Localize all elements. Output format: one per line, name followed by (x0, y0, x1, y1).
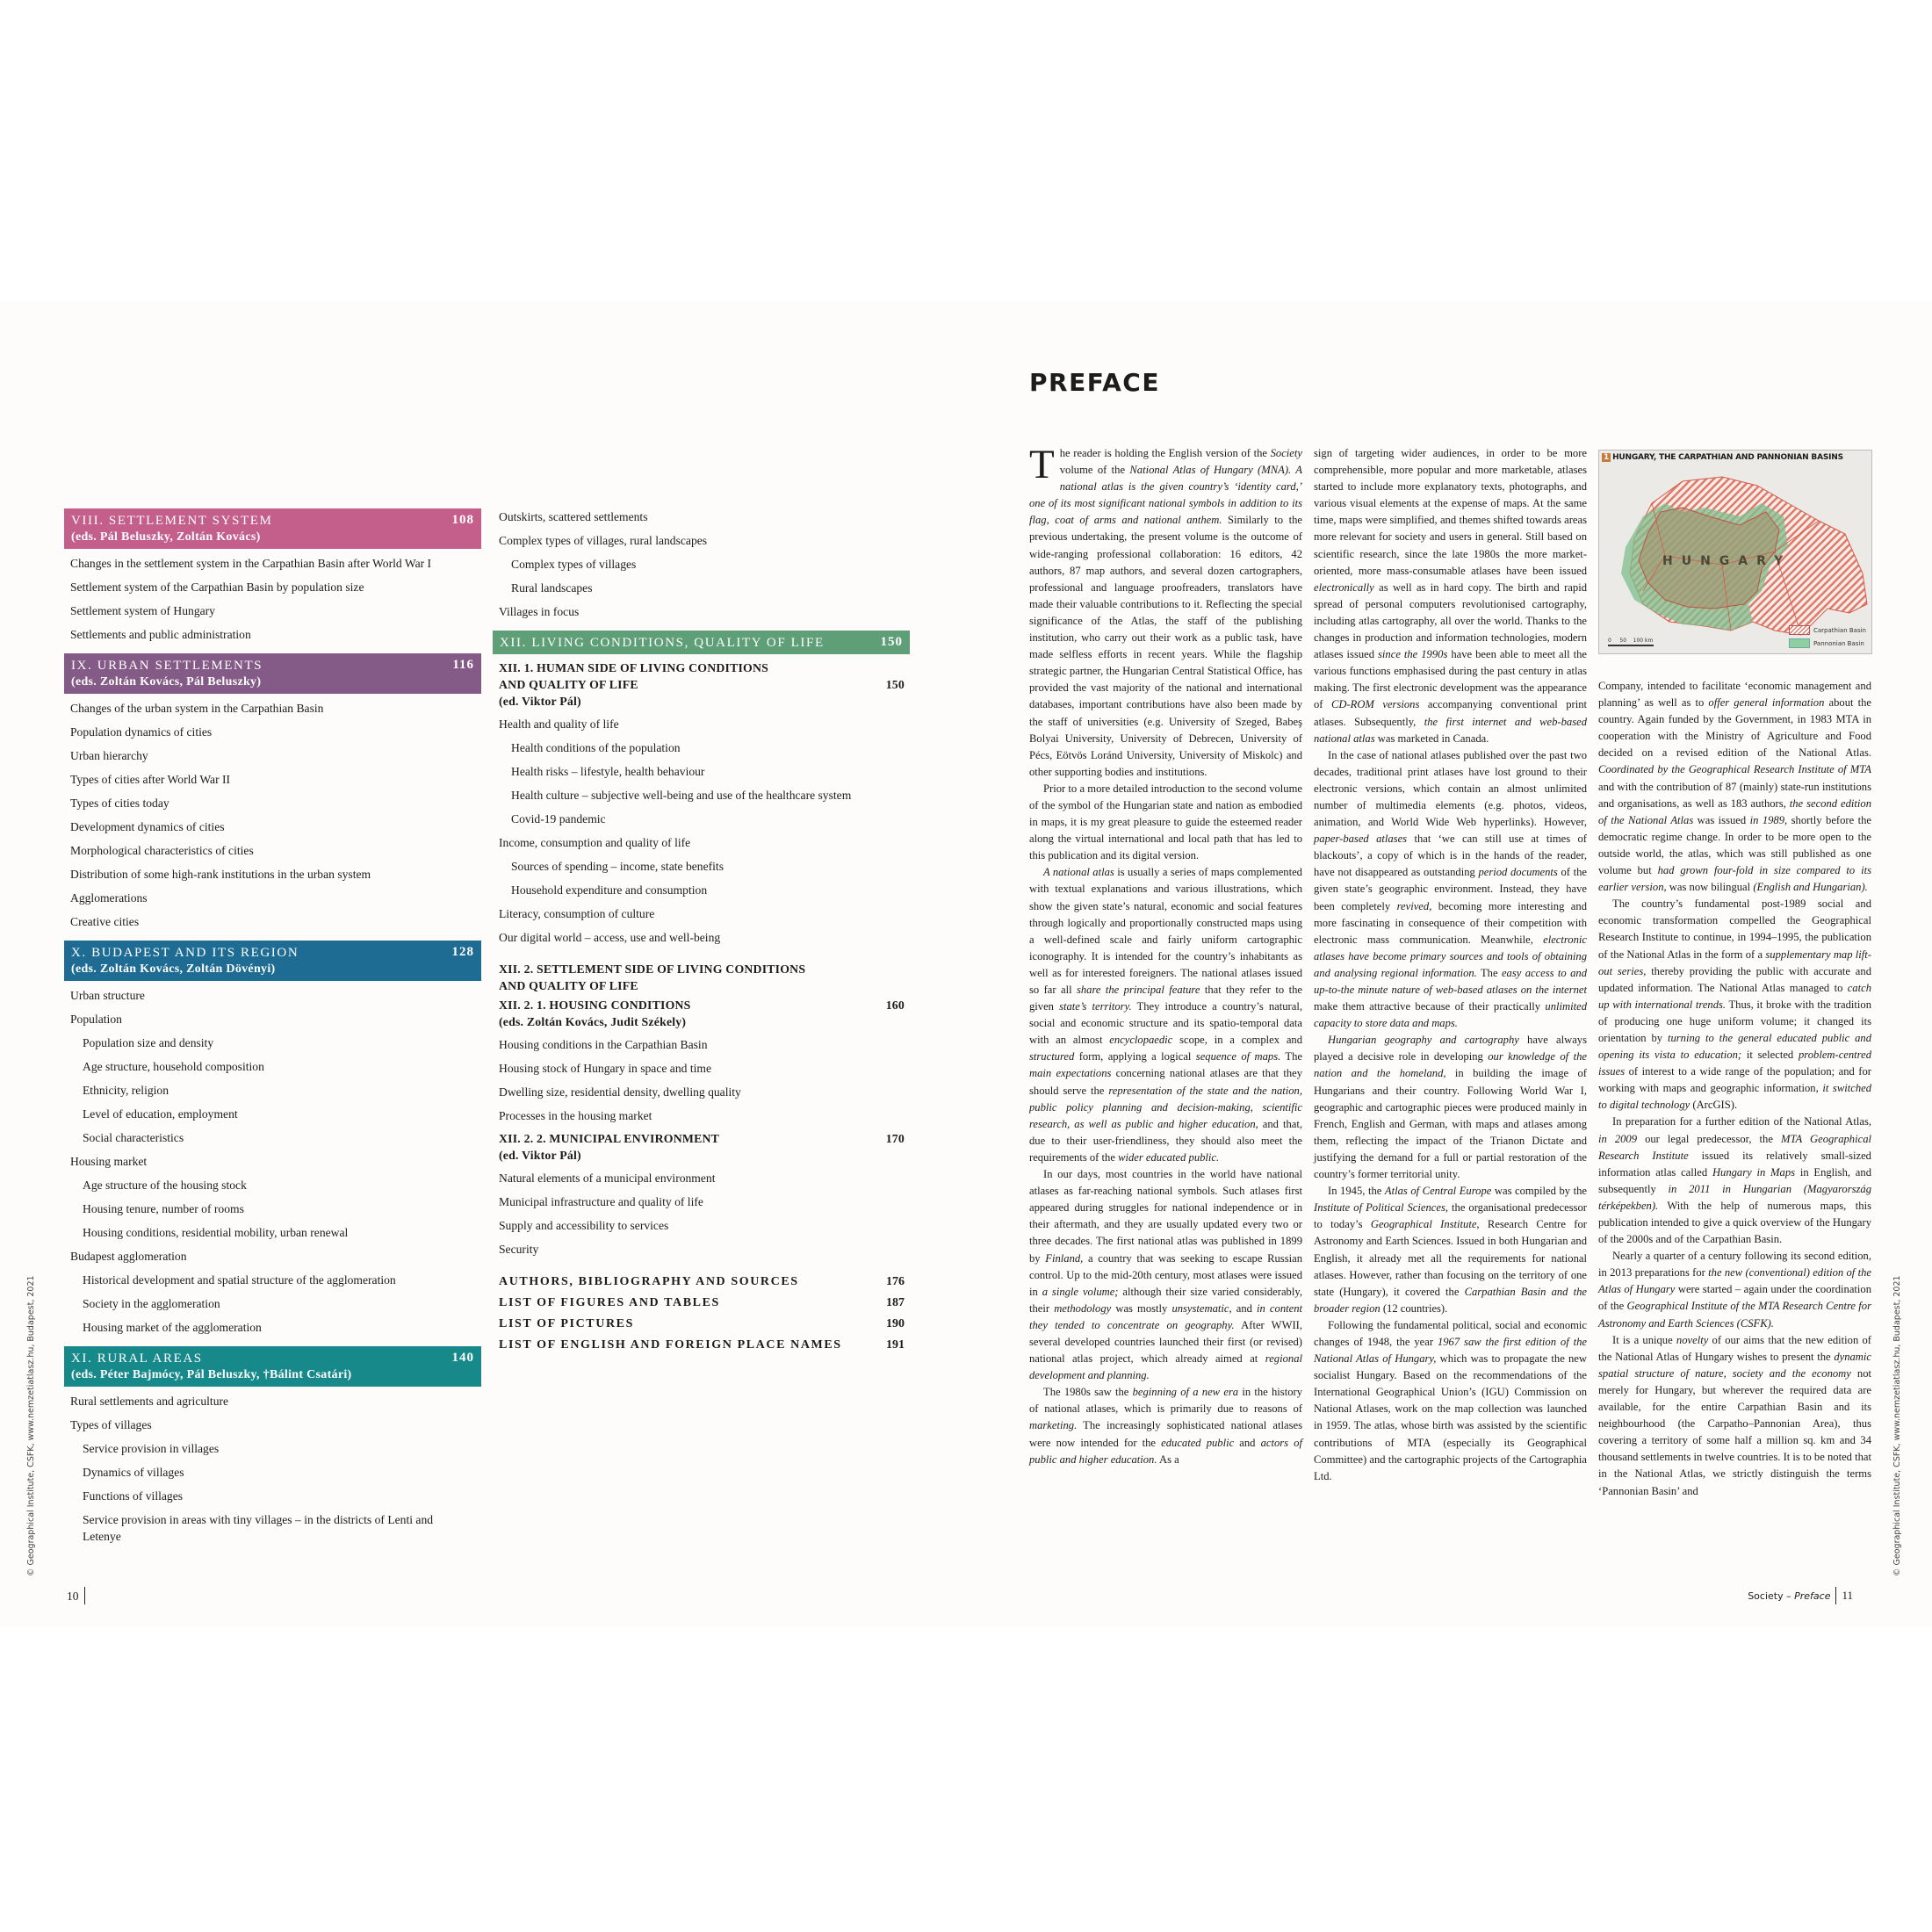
toc-entry[interactable]: Types of cities today (70, 797, 169, 810)
preface-paragraph: Following the fundamental political, social and economic changes of 1948, the year 1967 saw the first edition of the National Atlas of Hungary, which was to propagate the new socialist Hungary. Based on the recommendations of the International Geographical Union’s (IGU) Commission on National Atlases, work on the map collection was launched in 1959. The atlas, whose birth was assisted by the scientific contributions of MTA (especially its Geographical Committee) and the cartographic projects of the Cartographia Ltd. (1314, 1318, 1587, 1482)
map-title-text: HUNGARY, THE CARPATHIAN AND PANNONIAN BASINS (1612, 453, 1843, 462)
toc-entry[interactable]: Service provision in areas with tiny villages – in the districts of Lenti and Letenye (83, 1513, 434, 1543)
map-scale-bar (1608, 638, 1654, 646)
toc-entry[interactable]: Population dynamics of cities (70, 725, 213, 739)
subsection-title-line: XII. 1. HUMAN SIDE OF LIVING CONDITIONS (499, 661, 769, 674)
toc-entry[interactable]: Household expenditure and consumption (511, 883, 708, 897)
toc-entry[interactable]: Income, consumption and quality of life (499, 836, 691, 849)
toc-entry[interactable]: Morphological characteristics of cities (70, 844, 254, 857)
preface-paragraph: The reader is holding the English version of the Society volume of the National Atlas of Hungary (MNA). A national atlas is the given country’s ‘identity card,’ one of its most significant national symbols in addition to its flag, coat of arms and national anthem. Similarly to the previous undertaking, the present volume is the outcome of wide-ranging professional collaboration: 16 editors, 42 authors, 87 map authors, and several dozen cartographers, professional and language proofreaders, translators have made their valuable contributions to it. Reflecting the special significance of the Atlas, the staff of the publishing institution, who carry out their work as a public task, have made selfless efforts in recent years. While the flagship strategic partner, the Hungarian Central Statistical Office, has provided the vast majority of the national and international databases, important contributions have also been made by the staff of universities (e.g. University of Szeged, Babeş Bolyai University, University of Debrecen, University of Pécs, Eötvös Loránd University, University of Miskolc) and other supporting bodies and institutions. (1029, 442, 1302, 778)
toc-entry[interactable]: Settlement system of Hungary (70, 604, 215, 617)
back-matter-title: LIST OF PICTURES (499, 1317, 634, 1330)
toc-entry[interactable]: Urban structure (70, 989, 145, 1002)
legend-item-carpathian (1789, 625, 1866, 635)
toc-subsection-header[interactable] (493, 958, 910, 997)
toc-subsection-header[interactable] (493, 1128, 910, 1166)
toc-entry[interactable]: Supply and accessibility to services (499, 1219, 669, 1232)
toc-entry[interactable]: Types of cities after World War II (70, 773, 231, 786)
toc-entry[interactable]: Budapest agglomeration (70, 1250, 187, 1263)
scale-tick-100: 100 km (1633, 638, 1654, 644)
toc-entry[interactable]: Creative cities (70, 915, 140, 928)
map-country-label: HUNGARY (1662, 554, 1792, 568)
section-title: XII. LIVING CONDITIONS, QUALITY OF LIFE (500, 636, 825, 650)
toc-entry[interactable]: Health and quality of life (499, 717, 619, 731)
section-page: 150 (880, 635, 903, 649)
toc-entry[interactable]: Rural settlements and agriculture (70, 1395, 229, 1408)
toc-entry[interactable]: Social characteristics (83, 1131, 184, 1144)
subsection-page: 150 (885, 678, 905, 691)
preface-paragraph: The 1980s saw the beginning of a new era in the history of national atlases, which is primarily due to reasons of marketing. The increasingly sophisticated national atlases were now intended for the educated public and actors of public and higher education. As a (1029, 1386, 1302, 1466)
toc-entry[interactable]: Population size and density (83, 1036, 214, 1049)
subsection-editors: (eds. Zoltán Kovács, Judit Székely) (499, 1015, 687, 1028)
toc-entry[interactable]: Municipal infrastructure and quality of life (499, 1195, 703, 1208)
toc-back-matter-entry[interactable] (493, 1272, 910, 1293)
preface-paragraph: In 1945, the Atlas of Central Europe was compiled by the Institute of Political Sciences, the organisational predecessor to today’s Geographical Institute, Research Centre for Astronomy and Earth Sciences. Issued in both Hungarian and English, it already met all the requirements for national atlases. However, rather than focusing on the territory of one state (Hungary), it covered the Carpathian Basin and the broader region (12 countries). (1314, 1185, 1587, 1315)
preface-column-3 (1598, 678, 1871, 1500)
toc-entry[interactable]: Age structure of the housing stock (83, 1179, 247, 1192)
toc-entry[interactable]: Complex types of villages, rural landscapes (499, 534, 708, 547)
toc-entry[interactable]: Settlement system of the Carpathian Basin by population size (70, 580, 364, 594)
section-editors: (eds. Zoltán Kovács, Zoltán Dövényi) (71, 962, 276, 976)
toc-entry[interactable]: Service provision in villages (83, 1442, 220, 1455)
toc-column-1 (64, 505, 481, 1548)
preface-paragraph: sign of targeting wider audiences, in order to be more comprehensible, more popular and more marketable, atlases started to include more explanatory texts, photographs, and various visual elements at the expense of maps. At the same time, maps were simplified, and themes shifted towards areas more relevant for society and users in general. Still based on scientific research, since the late 1980s the more market-oriented, more mass-consumable atlases have been issued electronically as well as in hard copy. The birth and rapid spread of personal computers revolutionised cartography, including atlas cartography, all over the world. Thanks to the changes in production and information technologies, modern atlases issued since the 1990s have been able to meet all the various functions emphasised during the past century in atlas making. The first electronic development was the appearance of CD-ROM versions accompanying conventional print atlases. Subsequently, the first internet and web-based national atlas was marketed in Canada. (1314, 447, 1588, 745)
scale-tick-50: 50 (1619, 638, 1627, 644)
toc-entry[interactable]: Outskirts, scattered settlements (499, 510, 648, 523)
back-matter-title: AUTHORS, BIBLIOGRAPHY AND SOURCES (499, 1275, 799, 1288)
section-title: XI. RURAL AREAS (71, 1352, 203, 1366)
toc-entry[interactable]: Health risks – lifestyle, health behaviour (511, 765, 705, 778)
toc-entry[interactable]: Health culture – subjective well-being and use of the healthcare system (511, 789, 852, 802)
toc-entry[interactable]: Dwelling size, residential density, dwelling quality (499, 1085, 741, 1099)
preface-paragraph: Prior to a more detailed introduction to the second volume of the symbol of the Hungarian state and nation as embodied in maps, it is my great pleasure to guide the esteemed reader along the virtual international and local path that has led to this publication and its digital version. (1029, 782, 1302, 862)
toc-section-header[interactable] (64, 508, 481, 549)
subsection-title-line: AND QUALITY OF LIFE (499, 979, 638, 992)
toc-entry[interactable]: Literacy, consumption of culture (499, 907, 655, 920)
preface-paragraph: Hungarian geography and cartography have always played a decisive role in developing our knowledge of the nation and the homeland, in building the image of Hungarians and their country. Following World War I, geographic and cartographic pieces were produced mainly in French, English and German, with maps and atlases among them, reflecting the impact of the Trianon Dictate and justifying the demand for a full or partial restoration of the country’s former territorial unity. (1314, 1034, 1587, 1181)
subsection-editors: (ed. Viktor Pál) (499, 1149, 581, 1162)
section-page: 140 (451, 1351, 474, 1365)
toc-entry[interactable]: Historical development and spatial structure of the agglomeration (83, 1273, 396, 1287)
section-title: IX. URBAN SETTLEMENTS (71, 659, 263, 673)
section-page: 108 (451, 513, 474, 527)
scale-tick-0: 0 (1608, 638, 1611, 644)
section-title: VIII. SETTLEMENT SYSTEM (71, 514, 273, 528)
preface-paragraph: In our days, most countries in the world have national atlases as far-reaching national symbols. Such atlases first appeared during struggles for national independence or in their aftermath, and they are usually updated every two or three decades. The first national atlas was published in 1899 by Finland, a country that was seeking to escape Russian control. Up to the mid-20th century, most atlases were issued in a single volume; although their size varied considerably, their methodology was mostly unsystematic, and in content they tended to concentrate on geography. After WWII, several developed countries launched their first (or revised) national atlas project, which already aimed at regional development and planning. (1029, 1168, 1302, 1382)
section-page: 116 (452, 658, 474, 672)
preface-paragraph: Nearly a quarter of a century following its second edition, in 2013 preparations for the new (conventional) edition of the Atlas of Hungary were started – again under the coordination of the Geographical Institute of the MTA Research Centre for Astronomy and Earth Sciences (CSFK). (1598, 1250, 1871, 1330)
footer-chapter: Preface (1794, 1590, 1831, 1602)
toc-entry[interactable]: Housing market of the agglomeration (83, 1321, 262, 1334)
preface-column-1 (1029, 442, 1303, 1468)
toc-subsection-header[interactable] (493, 994, 910, 1033)
toc-section-header[interactable] (64, 941, 481, 981)
toc-entry[interactable]: Housing tenure, number of rooms (83, 1202, 244, 1215)
footer-dash: – (1783, 1590, 1795, 1602)
running-footer (1748, 1587, 1853, 1604)
legend-item-pannonian (1789, 638, 1866, 648)
toc-entry[interactable]: Health conditions of the population (511, 741, 681, 754)
toc-entry[interactable]: Villages in focus (499, 605, 580, 618)
toc-entry[interactable]: Natural elements of a municipal environment (499, 1171, 716, 1185)
back-matter-page: 191 (886, 1338, 905, 1352)
toc-section-header[interactable] (493, 631, 910, 654)
toc-section-header[interactable] (64, 1346, 481, 1387)
toc-back-matter-entry[interactable] (493, 1335, 910, 1356)
subsection-title-line: AND QUALITY OF LIFE (499, 678, 638, 691)
section-editors: (eds. Zoltán Kovács, Pál Beluszky) (71, 675, 262, 688)
map-title (1602, 453, 1843, 462)
toc-entry[interactable]: Settlements and public administration (70, 628, 251, 641)
subsection-page: 170 (885, 1132, 905, 1145)
page-title: PREFACE (1029, 368, 1160, 397)
subsection-page: 160 (885, 998, 905, 1012)
toc-entry[interactable]: Dynamics of villages (83, 1466, 184, 1479)
footer-rule (1835, 1587, 1836, 1604)
toc-entry[interactable]: Housing market (70, 1155, 148, 1168)
subsection-editors: (ed. Viktor Pál) (499, 695, 581, 708)
legend-label: Pannonian Basin (1813, 639, 1864, 647)
page-number-rule (84, 1587, 85, 1604)
legend-label: Carpathian Basin (1813, 626, 1866, 634)
toc-entry[interactable]: Ethnicity, religion (83, 1084, 169, 1097)
toc-back-matter-entry[interactable] (493, 1293, 910, 1314)
legend-swatch-hatched (1789, 625, 1810, 635)
back-matter-page: 176 (886, 1275, 905, 1288)
back-matter-page: 187 (886, 1296, 905, 1309)
back-matter-title: LIST OF ENGLISH AND FOREIGN PLACE NAMES (499, 1338, 842, 1352)
toc-entry[interactable]: Development dynamics of cities (70, 820, 225, 833)
section-editors: (eds. Pál Beluszky, Zoltán Kovács) (71, 530, 261, 544)
toc-entry[interactable]: Changes of the urban system in the Carpathian Basin (70, 702, 324, 715)
preface-paragraph: In the case of national atlases published over the past two decades, traditional print atlases have lost ground to their electronic versions, which contain an almost unlimited number of multimedia elements (e.g. photos, videos, animation, and World Wide Web hyperlinks). However, paper-based atlases that ‘we can still use at times of blackouts’, a copy of which is in the hands of the reader, have not disappeared as outstanding period documents of the given state’s geographic environment. Instead, they have been completely revived, becoming more interesting and more fascinating in consequence of their competition with electronic mass communication. Meanwhile, electronic atlases have become primary sources and tools of obtaining and analysing regional information. The easy access to and up-to-the minute nature of web-based atlases on the internet make them attractive because of their practically unlimited capacity to store data and maps. (1314, 748, 1587, 1030)
toc-column-2 (493, 505, 910, 1356)
toc-subsection-header[interactable] (493, 657, 910, 712)
toc-entry[interactable]: Rural landscapes (511, 581, 593, 595)
toc-entry[interactable]: Our digital world – access, use and well-being (499, 931, 721, 944)
map-number-badge: 1 (1604, 453, 1610, 462)
toc-section-header[interactable] (64, 653, 481, 694)
map-figure (1598, 450, 1872, 654)
map-legend (1789, 622, 1866, 648)
back-matter-title: LIST OF FIGURES AND TABLES (499, 1296, 720, 1309)
toc-back-matter (493, 1272, 910, 1356)
footer-section: Society (1748, 1590, 1784, 1602)
toc-entry[interactable]: Housing conditions in the Carpathian Basin (499, 1038, 708, 1051)
toc-entry[interactable]: Sources of spending – income, state benefits (511, 860, 724, 873)
page-number-left (67, 1587, 85, 1604)
back-matter-page: 190 (886, 1317, 905, 1330)
toc-back-matter-entry[interactable] (493, 1314, 910, 1335)
toc-entry[interactable]: Agglomerations (70, 891, 148, 905)
toc-entry[interactable]: Society in the agglomeration (83, 1297, 220, 1310)
preface-paragraph: In preparation for a further edition of the National Atlas, in 2009 our legal predecessor, the MTA Geographical Research Institute issued its relatively small-sized information atlas called Hungary in Maps in English, and subsequently in 2011 in Hungarian (Magyarország térképekben). With the help of numerous maps, this publication intended to give a quick overview of the Hungary of the 2000s and of the Carpathian Basin. (1598, 1115, 1871, 1246)
toc-entry[interactable]: Types of villages (70, 1418, 152, 1431)
preface-paragraph: Company, intended to facilitate ‘economic management and planning’ as well as to offer general information about the country. Again funded by the Government, in 1983 MTA in cooperation with the Ministry of Agriculture and Food decided on a revised edition of the National Atlas. Coordinated by the Geographical Research Institute of MTA and with the contribution of 87 (mainly) state-run institutions and organisations, as well as 183 authors, the second edition of the National Atlas was issued in 1989, shortly before the democratic regime change. In order to be more open to the outside world, the atlas, which was still published as one volume but had grown four-fold in size compared to its earlier version, was now bilingual (English and Hungarian). (1598, 680, 1872, 894)
subsection-title-line: XII. 2. 2. MUNICIPAL ENVIRONMENT (499, 1132, 720, 1145)
page-number: 10 (67, 1590, 79, 1603)
toc-entry[interactable]: Changes in the settlement system in the Carpathian Basin after World War I (70, 557, 432, 570)
toc-entry[interactable]: Urban hierarchy (70, 749, 148, 762)
toc-entry[interactable]: Age structure, household composition (83, 1060, 264, 1073)
preface-paragraph: It is a unique novelty of our aims that the new edition of the National Atlas of Hungary wishes to present the dynamic spatial structure of nature, society and the economy not merely for Hungary, but wherever the required data are available, for the entire Carpathian Basin and its neighbourhood (the Carpatho–Pannonian Area), thus covering a territory of some half a million sq. km and 34 thousand settlements in twelve countries. It is to be noted that in the National Atlas, we strictly distinguish the terms ‘Pannonian Basin’ and (1598, 1333, 1871, 1497)
legend-swatch-green (1789, 638, 1810, 648)
toc-entry[interactable]: Processes in the housing market (499, 1109, 652, 1122)
toc-entry[interactable]: Distribution of some high-rank institutions in the urban system (70, 868, 371, 881)
toc-entry[interactable]: Population (70, 1013, 122, 1026)
toc-entry[interactable]: Housing conditions, residential mobility, urban renewal (83, 1226, 349, 1239)
toc-entry[interactable]: Functions of villages (83, 1489, 184, 1503)
toc-entry[interactable]: Complex types of villages (511, 558, 637, 571)
toc-entry[interactable]: Security (499, 1243, 539, 1256)
toc-entry[interactable]: Housing stock of Hungary in space and time (499, 1062, 711, 1075)
preface-column-2 (1314, 445, 1587, 1485)
section-title: X. BUDAPEST AND ITS REGION (71, 946, 299, 960)
section-page: 128 (451, 945, 474, 959)
side-copyright-right: © Geographical Institute, CSFK, www.nemzetiatlasz.hu, Budapest, 2021 (1892, 1275, 1902, 1576)
preface-paragraph: A national atlas is usually a series of maps complemented with textual explanations and various illustrations, which show the given state’s natural, economic and social features through logically and proportionally constructed maps using a well-defined scale and fairly uniform cartographic iconography. It is intended for the country’s inhabitants as well as for interested foreigners. The national atlases issued so far all share the principal feature that they refer to the given state’s territory. They introduce a country’s natural, social and economic structure and its spatio-temporal data with an almost encyclopaedic scope, in a complex and structured form, applying a logical sequence of maps. The main expectations concerning national atlases are that they should serve the representation of the state and the nation, public policy planning and decision-making, scientific research, as well as public and higher education, and that, due to their user-friendliness, they should also meet the requirements of the wider educated public. (1029, 866, 1303, 1164)
toc-entry[interactable]: Covid-19 pandemic (511, 812, 606, 825)
drop-cap: T (1029, 442, 1055, 487)
section-editors: (eds. Péter Bajmócy, Pál Beluszky, †Bálint Csatári) (71, 1368, 352, 1381)
preface-paragraph: The country’s fundamental post-1989 social and economic transformation compelled the Geographical Research Institute to continue, in 1994–1995, the publication of the National Atlas in the form of a supplementary map lift-out series, thereby providing the public with accurate and updated information. The National Atlas managed to catch up with international trends. Thus, it broke with the tradition of producing one huge uniform volume; it changed its orientation by turning to the general educated public and opening its vista to education; it selected problem-centred issues of interest to a wide range of the population; and for working with maps and geographic information, it switched to digital technology (ArcGIS). (1598, 898, 1872, 1112)
page-number-right: 11 (1842, 1589, 1853, 1602)
subsection-title-line: XII. 2. 1. HOUSING CONDITIONS (499, 998, 691, 1012)
side-copyright-left: © Geographical Institute, CSFK, www.nemzetiatlasz.hu, Budapest, 2021 (26, 1275, 36, 1576)
subsection-title-line: XII. 2. SETTLEMENT SIDE OF LIVING CONDITIONS (499, 962, 806, 976)
toc-entry[interactable]: Level of education, employment (83, 1107, 238, 1121)
